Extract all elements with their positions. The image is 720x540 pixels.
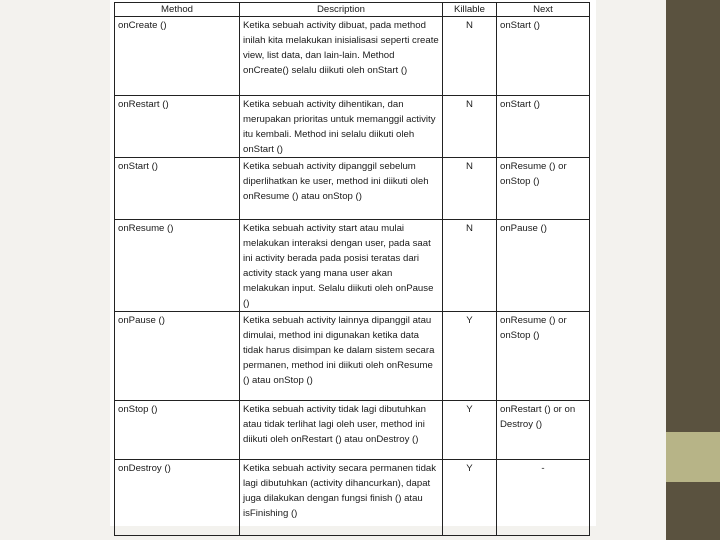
- table-row: [115, 158, 590, 220]
- description-cell: Ketika sebuah activity dipanggil sebelum diperlihatkan ke user, method ini diikuti oleh onResume () atau onStop (): [240, 158, 443, 220]
- method-cell: onDestroy (): [115, 460, 240, 536]
- document-image: [110, 0, 596, 526]
- description-cell: Ketika sebuah activity dihentikan, dan merupakan prioritas untuk memanggil activity itu kembali. Method ini selalu diikuti oleh onStart (): [240, 96, 443, 158]
- killable-cell: N: [443, 96, 497, 158]
- method-cell: onStart (): [115, 158, 240, 220]
- header-next: Next: [497, 3, 590, 17]
- method-cell: onRestart (): [115, 96, 240, 158]
- table-row: [115, 220, 590, 312]
- killable-cell: N: [443, 17, 497, 96]
- table-row: [115, 401, 590, 460]
- next-cell: onPause (): [497, 220, 590, 312]
- next-cell: onResume () or onStop (): [497, 312, 590, 401]
- description-cell: Ketika sebuah activity start atau mulai melakukan interaksi dengan user, pada saat ini activity berada pada posisi teratas dari activity stack yang mana user akan melakukan input. Selalu diikuti oleh onPause (): [240, 220, 443, 312]
- description-cell: Ketika sebuah activity dibuat, pada method inilah kita melakukan inisialisasi seperti create view, list data, dan lain-lain. Method onCreate() selalu diikuti oleh onStart (): [240, 17, 443, 96]
- table-row: [115, 312, 590, 401]
- header-row: [115, 3, 590, 17]
- next-cell: onStart (): [497, 17, 590, 96]
- table-row: [115, 460, 590, 536]
- description-cell: Ketika sebuah activity secara permanen tidak lagi dibutuhkan (activity dihancurkan), dapat juga dilakukan dengan fungsi finish () atau isFinishing (): [240, 460, 443, 536]
- killable-cell: N: [443, 158, 497, 220]
- description-cell: Ketika sebuah activity tidak lagi dibutuhkan atau tidak terlihat lagi oleh user, method ini diikuti oleh onRestart () atau onDestroy (): [240, 401, 443, 460]
- side-band-bottom: [666, 482, 720, 540]
- method-cell: onPause (): [115, 312, 240, 401]
- side-band-top: [666, 0, 720, 432]
- header-description: Description: [240, 3, 443, 17]
- method-cell: onStop (): [115, 401, 240, 460]
- next-cell: onRestart () or on Destroy (): [497, 401, 590, 460]
- killable-cell: N: [443, 220, 497, 312]
- killable-cell: Y: [443, 312, 497, 401]
- killable-cell: Y: [443, 401, 497, 460]
- side-band-accent: [666, 432, 720, 482]
- method-cell: onCreate (): [115, 17, 240, 96]
- activity-lifecycle-table: [114, 2, 590, 536]
- description-cell: Ketika sebuah activity lainnya dipanggil atau dimulai, method ini digunakan ketika data tidak harus disimpan ke dalam sistem secara permanen, method ini diikuti oleh onResume () atau onStop (): [240, 312, 443, 401]
- method-cell: onResume (): [115, 220, 240, 312]
- killable-cell: Y: [443, 460, 497, 536]
- next-cell: onStart (): [497, 96, 590, 158]
- header-killable: Killable: [443, 3, 497, 17]
- next-cell: -: [497, 460, 590, 536]
- table-row: [115, 17, 590, 96]
- header-method: Method: [115, 3, 240, 17]
- table-row: [115, 96, 590, 158]
- next-cell: onResume () or onStop (): [497, 158, 590, 220]
